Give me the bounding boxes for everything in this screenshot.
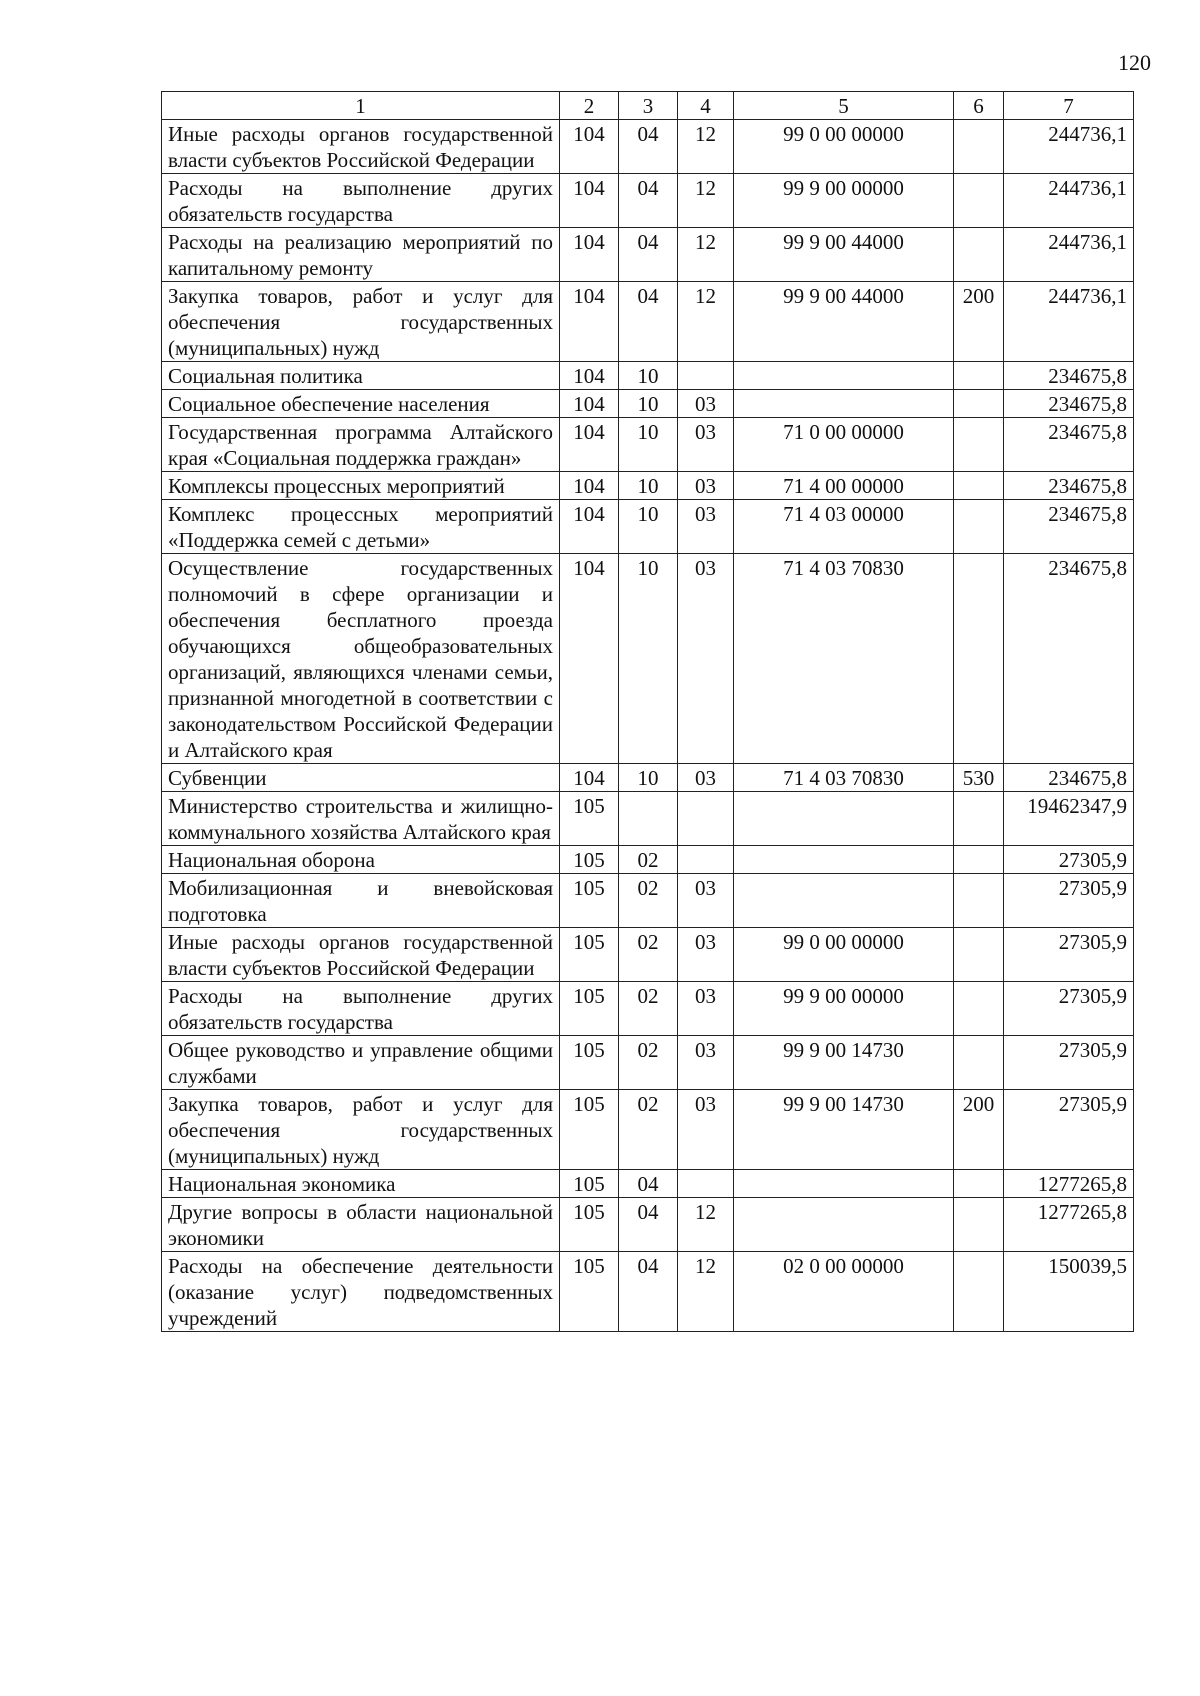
row-item-cell: 12 — [678, 1252, 734, 1332]
row-subsection-cell: 10 — [619, 390, 678, 418]
row-amount-cell: 1277265,8 — [1004, 1198, 1134, 1252]
row-section-cell: 105 — [560, 1170, 619, 1198]
table-row — [162, 1036, 1134, 1090]
row-target-code-cell: 71 4 00 00000 — [734, 472, 954, 500]
row-name-cell: Общее руководство и управление общими службами — [162, 1036, 560, 1090]
row-section-cell: 104 — [560, 764, 619, 792]
row-item-cell: 12 — [678, 282, 734, 362]
budget-table — [161, 91, 1134, 1332]
col-header-7: 7 — [1004, 92, 1134, 120]
row-name-cell: Другие вопросы в области национальной экономики — [162, 1198, 560, 1252]
row-item-cell: 03 — [678, 500, 734, 554]
row-expense-type-cell — [954, 472, 1004, 500]
row-subsection-cell: 02 — [619, 846, 678, 874]
row-section-cell: 105 — [560, 928, 619, 982]
row-target-code-cell: 99 0 00 00000 — [734, 928, 954, 982]
table-row — [162, 282, 1134, 362]
row-expense-type-cell — [954, 174, 1004, 228]
row-name-cell: Закупка товаров, работ и услуг для обеспечения государственных (муниципальных) нужд — [162, 282, 560, 362]
row-item-cell: 03 — [678, 874, 734, 928]
row-amount-cell: 234675,8 — [1004, 554, 1134, 764]
row-target-code-cell: 99 0 00 00000 — [734, 120, 954, 174]
row-item-cell — [678, 1170, 734, 1198]
row-subsection-cell: 10 — [619, 500, 678, 554]
row-expense-type-cell — [954, 874, 1004, 928]
row-name-cell: Государственная программа Алтайского края «Социальная поддержка граждан» — [162, 418, 560, 472]
row-amount-cell: 234675,8 — [1004, 390, 1134, 418]
row-expense-type-cell — [954, 228, 1004, 282]
row-subsection-cell: 04 — [619, 1198, 678, 1252]
row-section-cell: 104 — [560, 282, 619, 362]
row-expense-type-cell — [954, 1170, 1004, 1198]
row-amount-cell: 27305,9 — [1004, 928, 1134, 982]
table-row — [162, 982, 1134, 1036]
page-number: 120 — [1118, 50, 1151, 75]
row-section-cell: 105 — [560, 846, 619, 874]
row-amount-cell: 234675,8 — [1004, 418, 1134, 472]
col-header-5: 5 — [734, 92, 954, 120]
row-section-cell: 105 — [560, 874, 619, 928]
row-amount-cell: 244736,1 — [1004, 120, 1134, 174]
table-body — [162, 120, 1134, 1332]
row-name-cell: Комплексы процессных мероприятий — [162, 472, 560, 500]
table-row — [162, 874, 1134, 928]
row-expense-type-cell: 200 — [954, 1090, 1004, 1170]
row-amount-cell: 19462347,9 — [1004, 792, 1134, 846]
row-target-code-cell — [734, 390, 954, 418]
row-target-code-cell: 99 9 00 14730 — [734, 1090, 954, 1170]
row-target-code-cell — [734, 1198, 954, 1252]
row-amount-cell: 244736,1 — [1004, 174, 1134, 228]
row-name-cell: Закупка товаров, работ и услуг для обеспечения государственных (муниципальных) нужд — [162, 1090, 560, 1170]
row-item-cell — [678, 846, 734, 874]
row-item-cell: 12 — [678, 120, 734, 174]
row-subsection-cell: 04 — [619, 228, 678, 282]
row-item-cell: 03 — [678, 1090, 734, 1170]
row-target-code-cell: 71 4 03 00000 — [734, 500, 954, 554]
row-item-cell: 03 — [678, 764, 734, 792]
row-section-cell: 104 — [560, 120, 619, 174]
table-row — [162, 120, 1134, 174]
row-item-cell — [678, 362, 734, 390]
row-name-cell: Национальная оборона — [162, 846, 560, 874]
row-amount-cell: 234675,8 — [1004, 764, 1134, 792]
row-amount-cell: 27305,9 — [1004, 846, 1134, 874]
row-section-cell: 105 — [560, 1252, 619, 1332]
row-section-cell: 104 — [560, 418, 619, 472]
row-target-code-cell: 71 0 00 00000 — [734, 418, 954, 472]
row-amount-cell: 27305,9 — [1004, 1090, 1134, 1170]
row-target-code-cell: 99 9 00 44000 — [734, 282, 954, 362]
row-subsection-cell: 02 — [619, 874, 678, 928]
table-row — [162, 472, 1134, 500]
col-header-1: 1 — [162, 92, 560, 120]
table-row — [162, 554, 1134, 764]
row-subsection-cell: 10 — [619, 554, 678, 764]
col-header-2: 2 — [560, 92, 619, 120]
table-row — [162, 1170, 1134, 1198]
row-expense-type-cell — [954, 846, 1004, 874]
row-name-cell: Комплекс процессных мероприятий «Поддержка семей с детьми» — [162, 500, 560, 554]
row-subsection-cell: 10 — [619, 764, 678, 792]
row-subsection-cell: 10 — [619, 472, 678, 500]
row-expense-type-cell — [954, 982, 1004, 1036]
row-subsection-cell: 02 — [619, 928, 678, 982]
row-amount-cell: 244736,1 — [1004, 228, 1134, 282]
row-subsection-cell: 04 — [619, 1252, 678, 1332]
row-item-cell: 12 — [678, 228, 734, 282]
row-item-cell: 12 — [678, 174, 734, 228]
row-section-cell: 104 — [560, 500, 619, 554]
row-expense-type-cell — [954, 1252, 1004, 1332]
row-section-cell: 105 — [560, 1036, 619, 1090]
table-row — [162, 846, 1134, 874]
row-name-cell: Расходы на выполнение других обязательств государства — [162, 174, 560, 228]
row-expense-type-cell — [954, 390, 1004, 418]
table-row — [162, 1198, 1134, 1252]
row-subsection-cell: 04 — [619, 120, 678, 174]
row-target-code-cell: 99 9 00 44000 — [734, 228, 954, 282]
row-expense-type-cell: 200 — [954, 282, 1004, 362]
row-name-cell: Министерство строительства и жилищно-коммунального хозяйства Алтайского края — [162, 792, 560, 846]
row-section-cell: 104 — [560, 228, 619, 282]
row-expense-type-cell — [954, 792, 1004, 846]
row-expense-type-cell — [954, 362, 1004, 390]
row-section-cell: 104 — [560, 362, 619, 390]
row-item-cell: 03 — [678, 418, 734, 472]
row-name-cell: Национальная экономика — [162, 1170, 560, 1198]
row-subsection-cell: 04 — [619, 1170, 678, 1198]
row-section-cell: 105 — [560, 1198, 619, 1252]
row-section-cell: 104 — [560, 390, 619, 418]
row-item-cell: 03 — [678, 554, 734, 764]
row-name-cell: Осуществление государственных полномочий в сфере организации и обеспечения бесплатного проезда обучающихся общеобразовательных организаций, являющихся членами семьи, признанной многодетной в соответствии с законодательством Российской Федерации и Алтайского края — [162, 554, 560, 764]
row-expense-type-cell — [954, 500, 1004, 554]
row-name-cell: Субвенции — [162, 764, 560, 792]
table-row — [162, 792, 1134, 846]
row-expense-type-cell — [954, 120, 1004, 174]
row-name-cell: Социальное обеспечение населения — [162, 390, 560, 418]
row-target-code-cell: 99 9 00 14730 — [734, 1036, 954, 1090]
header-row — [162, 92, 1134, 120]
table-row — [162, 928, 1134, 982]
row-amount-cell: 1277265,8 — [1004, 1170, 1134, 1198]
col-header-6: 6 — [954, 92, 1004, 120]
table-row — [162, 1090, 1134, 1170]
row-target-code-cell — [734, 846, 954, 874]
row-expense-type-cell: 530 — [954, 764, 1004, 792]
row-name-cell: Иные расходы органов государственной власти субъектов Российской Федерации — [162, 928, 560, 982]
table-row — [162, 174, 1134, 228]
table-row — [162, 390, 1134, 418]
table-row — [162, 362, 1134, 390]
row-name-cell: Расходы на реализацию мероприятий по капитальному ремонту — [162, 228, 560, 282]
row-target-code-cell: 99 9 00 00000 — [734, 982, 954, 1036]
row-name-cell: Иные расходы органов государственной власти субъектов Российской Федерации — [162, 120, 560, 174]
row-name-cell: Мобилизационная и вневойсковая подготовка — [162, 874, 560, 928]
row-section-cell: 104 — [560, 554, 619, 764]
row-item-cell — [678, 792, 734, 846]
row-expense-type-cell — [954, 1198, 1004, 1252]
row-expense-type-cell — [954, 928, 1004, 982]
row-item-cell: 03 — [678, 472, 734, 500]
table-row — [162, 500, 1134, 554]
row-amount-cell: 150039,5 — [1004, 1252, 1134, 1332]
row-target-code-cell: 02 0 00 00000 — [734, 1252, 954, 1332]
row-target-code-cell — [734, 792, 954, 846]
row-amount-cell: 244736,1 — [1004, 282, 1134, 362]
row-amount-cell: 27305,9 — [1004, 982, 1134, 1036]
row-expense-type-cell — [954, 554, 1004, 764]
row-section-cell: 105 — [560, 792, 619, 846]
row-amount-cell: 234675,8 — [1004, 362, 1134, 390]
row-subsection-cell: 02 — [619, 1036, 678, 1090]
row-amount-cell: 234675,8 — [1004, 500, 1134, 554]
row-subsection-cell — [619, 792, 678, 846]
col-header-4: 4 — [678, 92, 734, 120]
table-row — [162, 228, 1134, 282]
row-subsection-cell: 02 — [619, 982, 678, 1036]
row-item-cell: 12 — [678, 1198, 734, 1252]
row-name-cell: Расходы на обеспечение деятельности (оказание услуг) подведомственных учреждений — [162, 1252, 560, 1332]
row-section-cell: 105 — [560, 982, 619, 1036]
row-target-code-cell — [734, 1170, 954, 1198]
row-target-code-cell — [734, 362, 954, 390]
row-item-cell: 03 — [678, 390, 734, 418]
row-target-code-cell: 71 4 03 70830 — [734, 554, 954, 764]
col-header-3: 3 — [619, 92, 678, 120]
row-section-cell: 104 — [560, 174, 619, 228]
row-expense-type-cell — [954, 418, 1004, 472]
row-target-code-cell: 71 4 03 70830 — [734, 764, 954, 792]
row-expense-type-cell — [954, 1036, 1004, 1090]
row-section-cell: 105 — [560, 1090, 619, 1170]
table-row — [162, 1252, 1134, 1332]
row-subsection-cell: 10 — [619, 362, 678, 390]
row-section-cell: 104 — [560, 472, 619, 500]
row-amount-cell: 27305,9 — [1004, 1036, 1134, 1090]
row-subsection-cell: 10 — [619, 418, 678, 472]
row-subsection-cell: 04 — [619, 174, 678, 228]
row-item-cell: 03 — [678, 982, 734, 1036]
row-subsection-cell: 02 — [619, 1090, 678, 1170]
row-name-cell: Расходы на выполнение других обязательств государства — [162, 982, 560, 1036]
row-item-cell: 03 — [678, 1036, 734, 1090]
row-item-cell: 03 — [678, 928, 734, 982]
table-row — [162, 418, 1134, 472]
row-amount-cell: 27305,9 — [1004, 874, 1134, 928]
row-name-cell: Социальная политика — [162, 362, 560, 390]
row-subsection-cell: 04 — [619, 282, 678, 362]
table-row — [162, 764, 1134, 792]
row-amount-cell: 234675,8 — [1004, 472, 1134, 500]
row-target-code-cell: 99 9 00 00000 — [734, 174, 954, 228]
row-target-code-cell — [734, 874, 954, 928]
